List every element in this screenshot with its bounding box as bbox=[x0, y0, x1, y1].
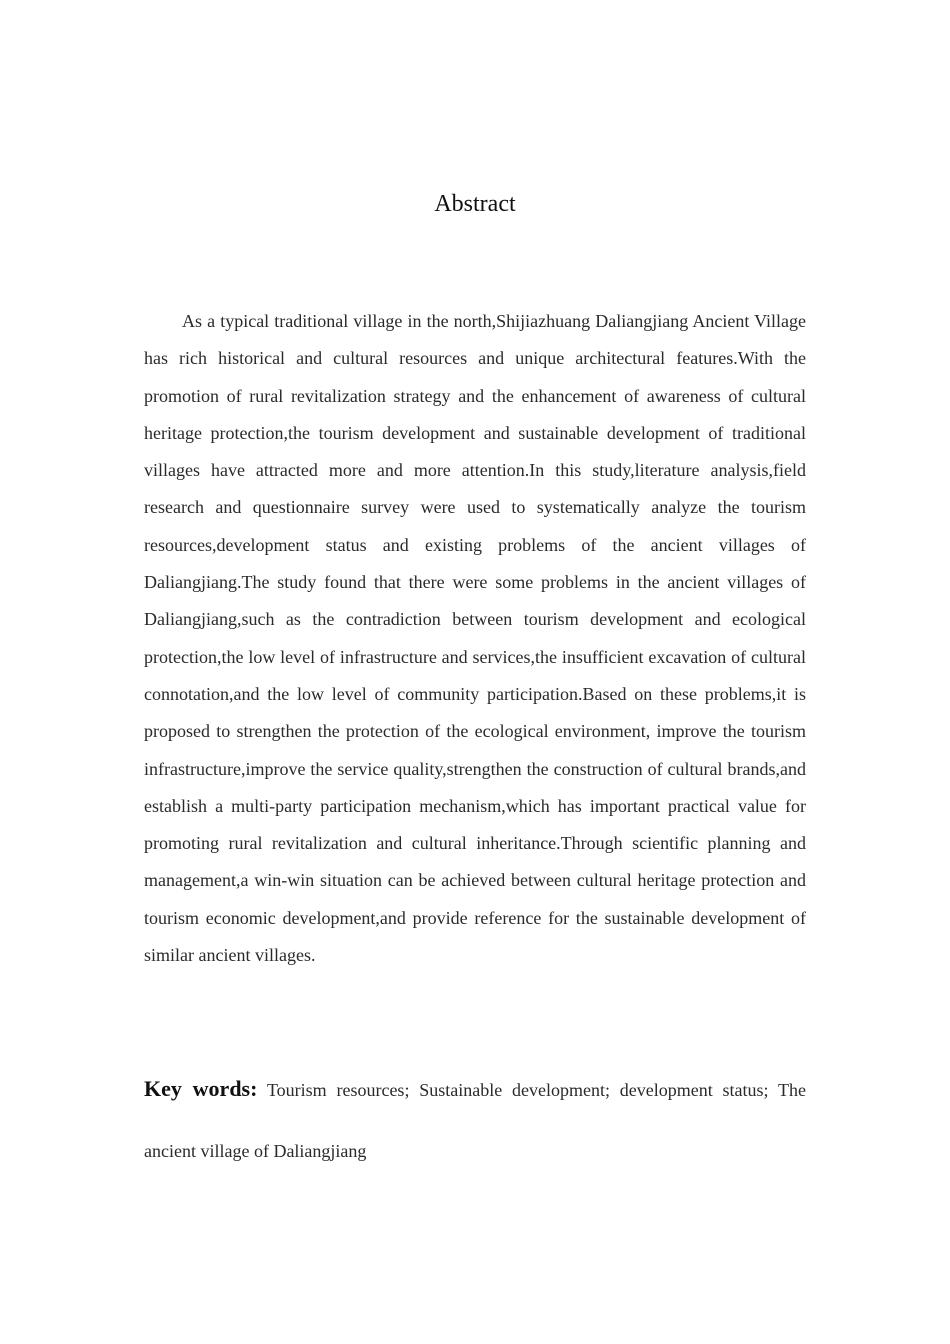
abstract-title: Abstract bbox=[434, 191, 516, 217]
keywords-text: Tourism resources; Sustainable development; development status; The ancient village of Daliangjiang bbox=[144, 1080, 807, 1161]
keywords-section bbox=[144, 1058, 806, 1182]
keywords-label: Key words: bbox=[144, 1076, 258, 1101]
abstract-body: As a typical traditional village in the north,Shijiazhuang Daliangjiang Ancient Village has rich historical and cultural resources and unique architectural features.With the promotion of rural revitalization strategy and the enhancement of awareness of cultural heritage protection,the tourism development and sustainable development of traditional villages have attracted more and more attention.In this study,literature analysis,field research and questionnaire survey were used to systematically analyze the tourism resources,development status and existing problems of the ancient villages of Daliangjiang.The study found that there were some problems in the ancient villages of Daliangjiang,such as the contradiction between tourism development and ecological protection,the low level of infrastructure and services,the insufficient excavation of cultural connotation,and the low level of community participation.Based on these problems,it is proposed to strengthen the protection of the ecological environment, improve the tourism infrastructure,improve the service quality,strengthen the construction of cultural brands,and establish a multi-party participation mechanism,which has important practical value for promoting rural revitalization and cultural inheritance.Through scientific planning and management,a win-win situation can be achieved between cultural heritage protection and tourism economic development,and provide reference for the sustainable development of similar ancient villages. bbox=[144, 311, 806, 966]
